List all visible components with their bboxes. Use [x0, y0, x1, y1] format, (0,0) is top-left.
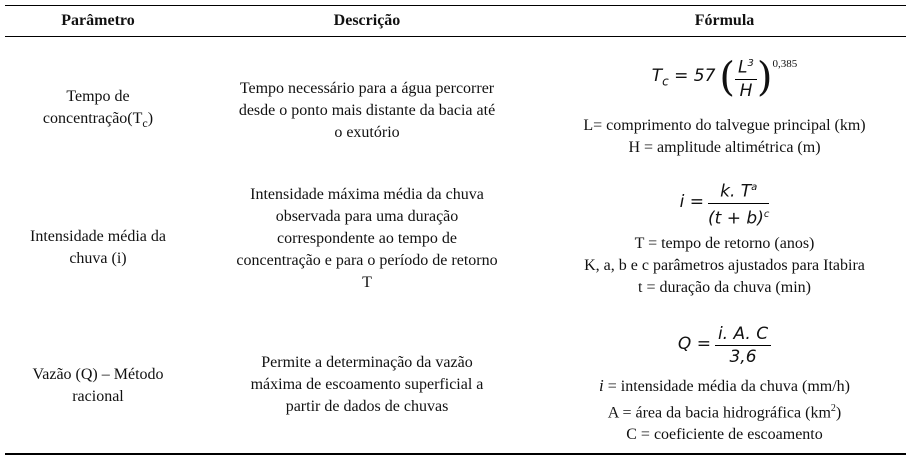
row2-desc [191, 183, 543, 295]
row2-formula: i = $\frac{k. T^a}{(t + b)^c}$ [543, 177, 906, 233]
row3-desc-line: partir de dados de chuvas [285, 398, 449, 415]
row1-formula-cell [543, 53, 906, 159]
row1-desc-line: desde o ponto mais distante da bacia até [238, 102, 496, 119]
row1-param-line1: Tempo de [66, 87, 130, 105]
row3-formula: Q = $\frac{i. A. C}{3,6}$ [543, 323, 906, 375]
row2-note-d: t = duração da chuva (min) [638, 279, 811, 296]
row2-desc-line: concentração e para o período de retorno [236, 252, 498, 269]
row1-desc-line: Tempo necessário para a água percorrer [239, 80, 495, 97]
row3-note-c: C = coeficiente de escoamento [626, 426, 823, 444]
parameters-table [5, 5, 906, 455]
row3-param [5, 361, 191, 411]
row2-desc-line: correspondente ao tempo de [277, 230, 457, 247]
row2-param-line: Intensidade média da [30, 228, 166, 245]
row3-param-line: Vazão (Q) – Método [32, 366, 164, 383]
row2-desc-line: T [362, 274, 372, 291]
header-parametro: Parâmetro [61, 12, 135, 29]
row1-desc-line: o exutório [334, 124, 400, 141]
row2-param [5, 223, 191, 273]
row3-formula-cell [543, 323, 906, 446]
row1-note-h: H = amplitude altimétrica (m) [628, 139, 821, 156]
row2-desc-line: observada para uma duração [275, 208, 459, 225]
row1-param-line2: $concentração(T_c)$ [42, 109, 154, 131]
header-bottom-rule [5, 36, 906, 37]
row2-formula-cell [543, 177, 906, 299]
table-bottom-rule [5, 453, 906, 455]
row2-note-t: T = tempo de retorno (anos) [634, 235, 815, 252]
row1-formula: $T_c = 57$ ( $\frac{L^3}{H}$ )$^{0,385}$ [651, 54, 798, 101]
header-descricao: Descrição [333, 12, 401, 29]
row2-param-line: chuva (i) [69, 250, 127, 267]
row3-desc-line: máxima de escoamento superficial a [250, 376, 484, 393]
row1-note-l: L= comprimento do talvegue principal (km) [583, 117, 866, 134]
row3-note-i: i = intensidade média da chuva (mm/h) [598, 376, 850, 395]
row3-desc-line: Permite a determinação da vazão [261, 354, 473, 371]
row2-note-k: K, a, b e c parâmetros ajustados para Itabira [584, 257, 865, 274]
header-formula: Fórmula [694, 12, 755, 29]
row1-param [5, 85, 191, 135]
row1-desc [191, 77, 543, 145]
row2-desc-line: Intensidade máxima média da chuva [250, 186, 484, 203]
row3-param-line: racional [72, 388, 124, 405]
row3-note-a: A = área da bacia hidrográfica $(km^2)$ [607, 403, 842, 422]
row3-desc [191, 350, 543, 420]
